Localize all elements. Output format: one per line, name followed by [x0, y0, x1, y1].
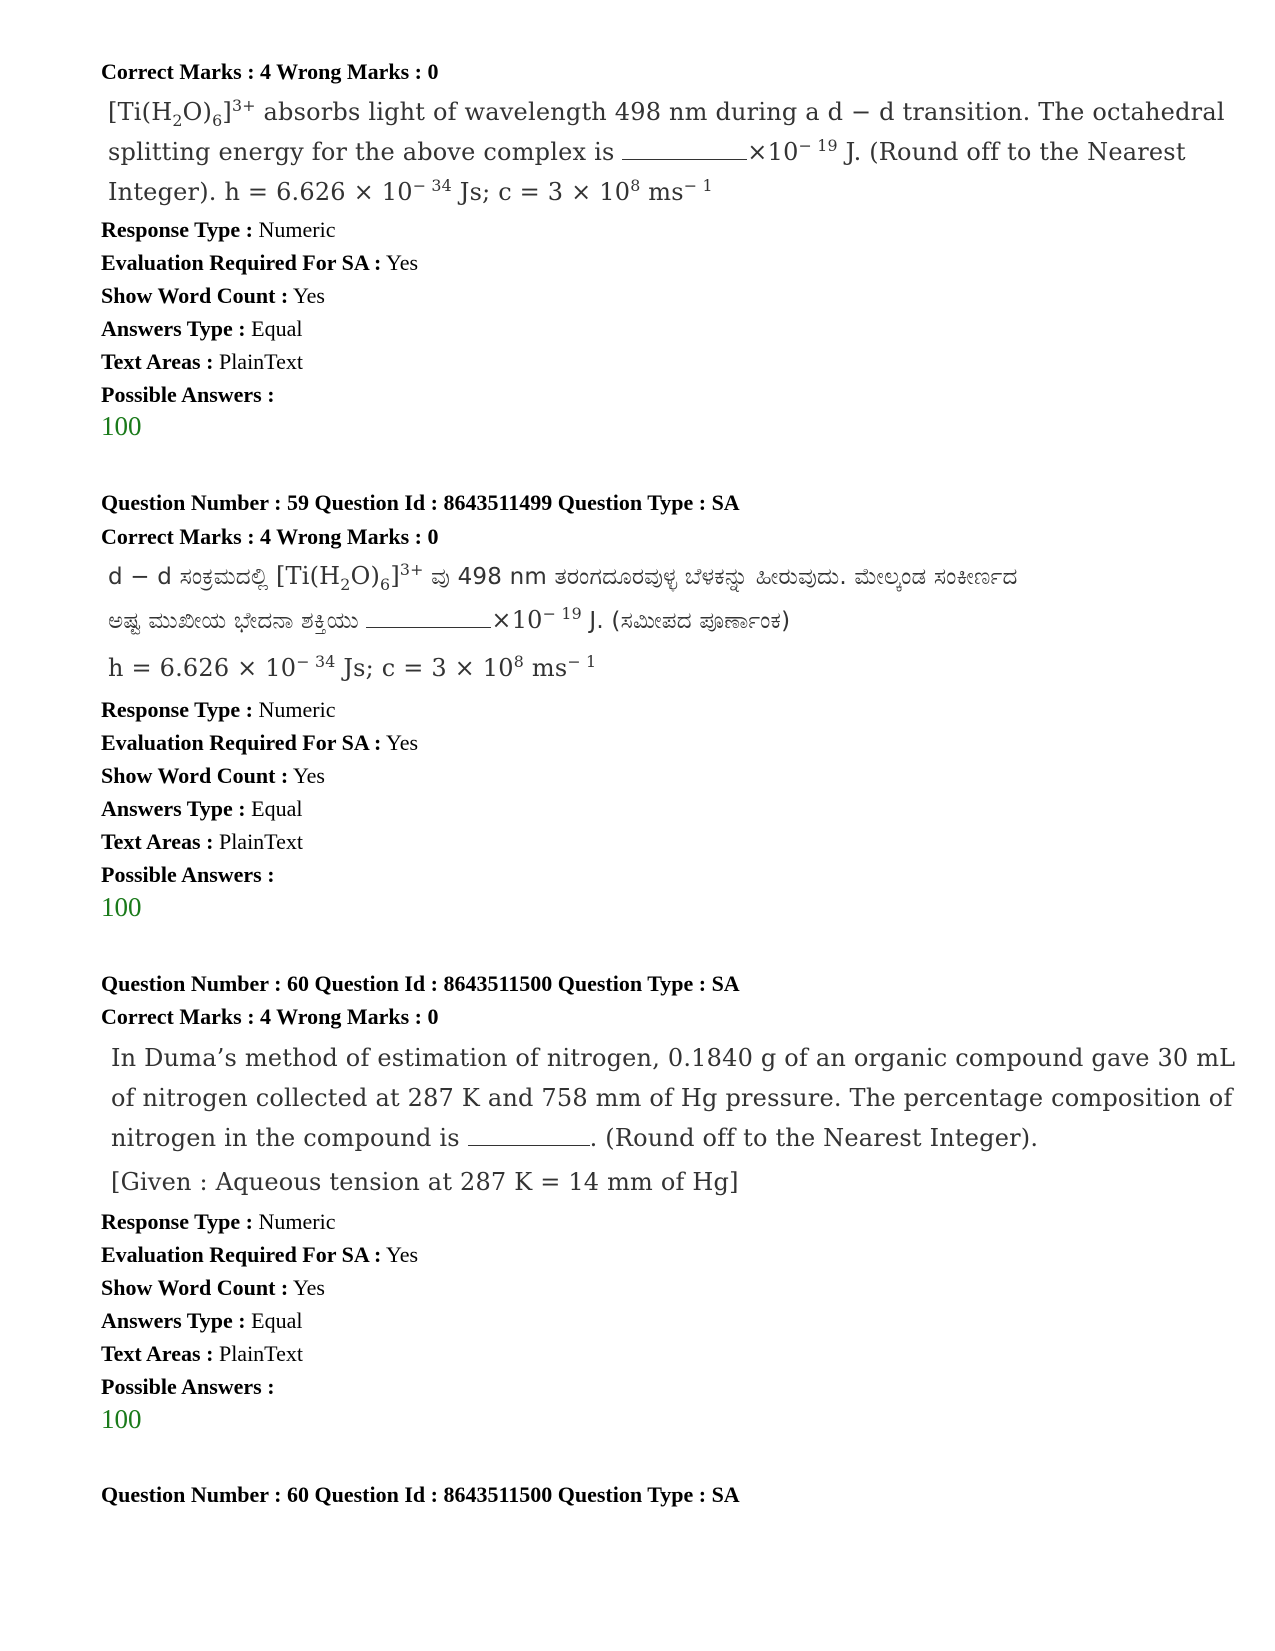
text-areas-row: Text Areas : PlainText	[101, 829, 303, 854]
evaluation-row: Evaluation Required For SA : Yes	[101, 730, 419, 755]
answer-blank	[622, 153, 747, 160]
evaluation-row: Evaluation Required For SA : Yes	[101, 250, 419, 275]
possible-answers-row: Possible Answers :	[101, 382, 275, 407]
response-type-row: Response Type : Numeric	[101, 1209, 336, 1234]
question-line: d − d ಸಂಕ್ರಮದಲ್ಲಿ $[Ti(H_2O)_6]^{3+}$ ವು 498 nm ತರಂಗದೂರವುಳ್ಳ ಬೆಳಕನ್ನು ಹೀರುವುದು. ಮೇಲ್ಕಂಡ ಸಂಕೀರ್ಣದ	[108, 560, 1018, 594]
word-count-row: Show Word Count : Yes	[101, 283, 325, 308]
possible-answers-row: Possible Answers :	[101, 862, 275, 887]
answers-type-row: Answers Type : Equal	[101, 316, 303, 341]
answer-blank	[468, 1139, 590, 1146]
response-type-row: Response Type : Numeric	[101, 697, 336, 722]
question-text	[111, 1038, 1235, 1202]
answers-type-row: Answers Type : Equal	[101, 1308, 303, 1333]
question-meta	[101, 1205, 418, 1403]
question-meta	[101, 213, 418, 411]
question-line: In Duma’s method of estimation of nitrogen, 0.1840 g of an organic compound gave 30 mL	[111, 1044, 1236, 1072]
text-areas-row: Text Areas : PlainText	[101, 349, 303, 374]
text-areas-row: Text Areas : PlainText	[101, 1341, 303, 1366]
evaluation-row: Evaluation Required For SA : Yes	[101, 1242, 419, 1267]
question-header: Question Number : 60 Question Id : 8643511500 Question Type : SA	[101, 1482, 740, 1507]
question-text	[108, 556, 1018, 688]
marks-line: Correct Marks : 4 Wrong Marks : 0	[101, 1004, 439, 1029]
question-line: of nitrogen collected at 287 K and 758 mm of Hg pressure. The percentage composition of	[111, 1084, 1233, 1112]
question-line: [Given : Aqueous tension at 287 K = 14 mm of Hg]	[111, 1168, 739, 1196]
answers-type-row: Answers Type : Equal	[101, 796, 303, 821]
question-line: splitting energy for the above complex is $\times 10^{- 19}$ J. (Round off to the Nearest	[108, 136, 1186, 166]
possible-answer: 100	[101, 892, 142, 922]
question-line: $h = 6.626 \times 10^{- 34}$ Js; $c = 3 \times 10^8$ $ms^{- 1}$	[108, 652, 597, 682]
marks-line: Correct Marks : 4 Wrong Marks : 0	[101, 59, 439, 84]
response-type-row: Response Type : Numeric	[101, 217, 336, 242]
question-header: Question Number : 59 Question Id : 8643511499 Question Type : SA	[101, 490, 740, 515]
possible-answers-row: Possible Answers :	[101, 1374, 275, 1399]
word-count-row: Show Word Count : Yes	[101, 763, 325, 788]
word-count-row: Show Word Count : Yes	[101, 1275, 325, 1300]
question-header: Question Number : 60 Question Id : 8643511500 Question Type : SA	[101, 971, 740, 996]
question-line: nitrogen in the compound is . (Round off to the Nearest Integer).	[111, 1124, 1039, 1152]
question-text	[108, 92, 1225, 212]
marks-line: Correct Marks : 4 Wrong Marks : 0	[101, 524, 439, 549]
question-meta	[101, 693, 418, 891]
possible-answer: 100	[101, 1404, 142, 1434]
question-line: Integer). $h = 6.626 \times 10^{- 34}$ Js; $c = 3 \times 10^8$ $ms^{- 1}$	[108, 176, 713, 206]
possible-answer: 100	[101, 411, 142, 441]
question-line: ಅಷ್ಟ ಮುಖೀಯ ಭೇದನಾ ಶಕ್ತಿಯು $\times 10^{- 19}$ J. (ಸಮೀಪದ ಪೂರ್ಣಾಂಕ)	[108, 604, 791, 634]
answer-blank	[366, 621, 491, 628]
question-line: $[Ti(H_2O)_6]^{3+}$ absorbs light of wavelength 498 nm during a d − d transition. The octahedral	[108, 96, 1225, 130]
